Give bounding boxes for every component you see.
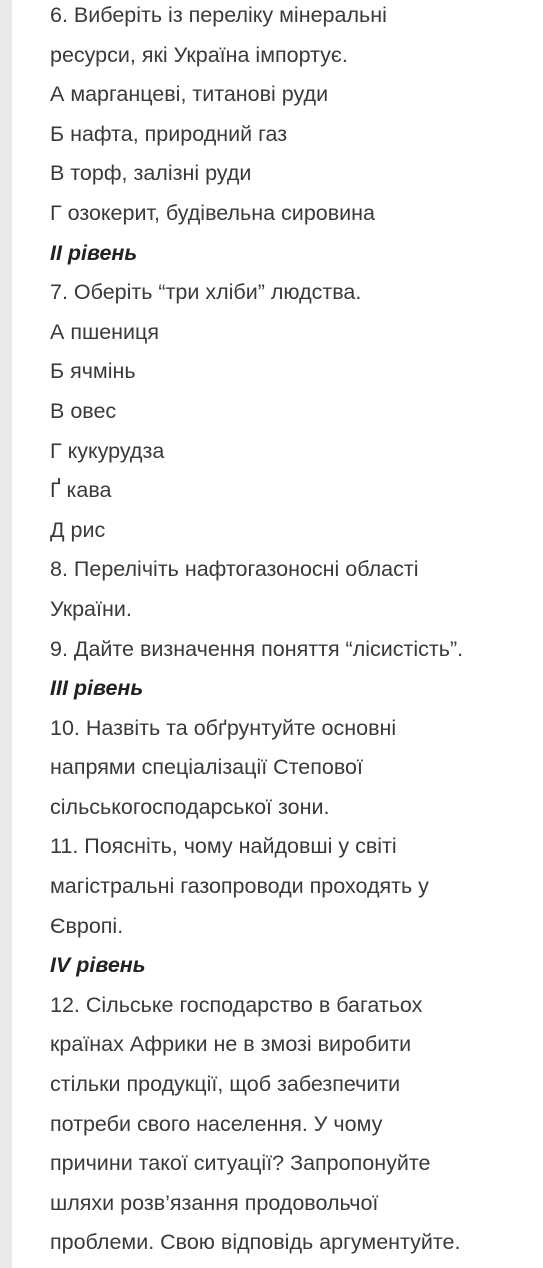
worksheet-text	[50, 0, 540, 1263]
question-line: 10. Назвіть та обґрунтуйте основні	[50, 715, 397, 740]
answer-option: А марганцеві, титанові руди	[50, 82, 329, 107]
level-heading: IV рівень	[50, 953, 146, 978]
question-line: потреби свого населення. У чому	[50, 1111, 383, 1136]
question-line: сільськогосподарської зони.	[50, 794, 330, 819]
question-line: 9. Дайте визначення поняття “лісистість”.	[50, 636, 464, 661]
answer-option: Г кукурудза	[50, 438, 165, 463]
question-line: причини такої ситуації? Запропонуйте	[50, 1151, 431, 1176]
answer-option: Ґ кава	[50, 478, 112, 503]
question-line: країнах Африки не в змозі виробити	[50, 1032, 412, 1057]
question-line: ресурси, які Україна імпортує.	[50, 42, 348, 67]
question-line: України.	[50, 596, 132, 621]
question-line: Європі.	[50, 913, 124, 938]
question-line: 11. Поясніть, чому найдовші у світі	[50, 834, 397, 859]
answer-option: В торф, залізні руди	[50, 161, 252, 186]
answer-option: А пшениця	[50, 319, 160, 344]
question-line: 8. Перелічіть нафтогазоносні області	[50, 557, 419, 582]
answer-option: Д рис	[50, 517, 106, 542]
question-line: 12. Сільське господарство в багатьох	[50, 992, 423, 1017]
question-line: напрями спеціалізації Степової	[50, 755, 363, 780]
question-line: магістральні газопроводи проходять у	[50, 874, 429, 899]
question-line: 6. Виберіть із переліку мінеральні	[50, 3, 387, 27]
question-line: проблеми. Свою відповідь аргументуйте.	[50, 1230, 461, 1255]
answer-option: Б ячмінь	[50, 359, 136, 384]
question-line: шляхи розв’язання продовольчої	[50, 1190, 379, 1215]
answer-option: Б нафта, природний газ	[50, 121, 288, 146]
level-heading: II рівень	[50, 240, 138, 265]
left-margin-bar	[0, 0, 12, 1268]
answer-option: В овес	[50, 398, 117, 423]
level-heading: III рівень	[50, 676, 144, 701]
answer-option: Г озокерит, будівельна сировина	[50, 200, 375, 225]
question-line: стільки продукції, щоб забезпечити	[50, 1072, 401, 1097]
question-line: 7. Оберіть “три хліби” людства.	[50, 280, 362, 305]
